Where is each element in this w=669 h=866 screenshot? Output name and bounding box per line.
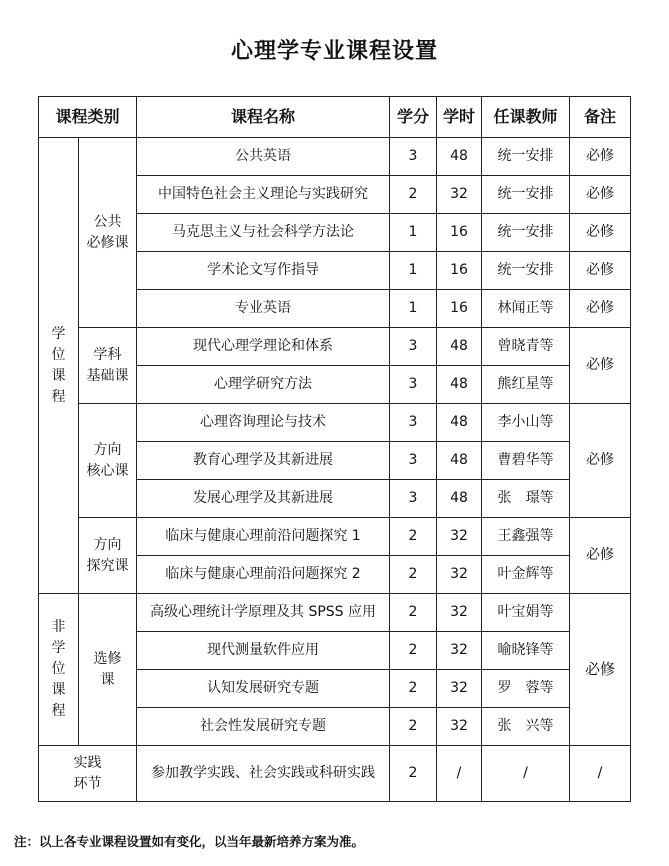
course-teacher: 统一安排 — [482, 214, 570, 252]
course-credit: 2 — [390, 518, 437, 556]
course-hours: / — [437, 746, 482, 802]
table-row — [39, 404, 631, 442]
subgroup-core: 方向 核心课 — [79, 404, 137, 518]
course-teacher: 统一安排 — [482, 252, 570, 290]
table-row — [39, 518, 631, 556]
course-teacher: 熊红星等 — [482, 366, 570, 404]
course-credit: 1 — [390, 252, 437, 290]
course-remark: 必修 — [570, 328, 631, 404]
course-hours: 32 — [437, 708, 482, 746]
header-remark: 备注 — [570, 97, 631, 138]
course-hours: 16 — [437, 214, 482, 252]
course-teacher: 张 兴等 — [482, 708, 570, 746]
table-row — [39, 138, 631, 176]
header-credit: 学分 — [390, 97, 437, 138]
course-name: 发展心理学及其新进展 — [137, 480, 390, 518]
course-name: 中国特色社会主义理论与实践研究 — [137, 176, 390, 214]
course-name: 临床与健康心理前沿问题探究 1 — [137, 518, 390, 556]
course-hours: 48 — [437, 138, 482, 176]
course-credit: 2 — [390, 556, 437, 594]
course-credit: 3 — [390, 404, 437, 442]
course-hours: 32 — [437, 556, 482, 594]
course-table — [38, 96, 631, 802]
course-teacher: 曾晓青等 — [482, 328, 570, 366]
course-hours: 32 — [437, 632, 482, 670]
course-hours: 48 — [437, 366, 482, 404]
course-teacher: 喻晓锋等 — [482, 632, 570, 670]
course-hours: 32 — [437, 594, 482, 632]
course-name: 马克思主义与社会科学方法论 — [137, 214, 390, 252]
course-teacher: 林闻正等 — [482, 290, 570, 328]
header-hours: 学时 — [437, 97, 482, 138]
header-course-name: 课程名称 — [137, 97, 390, 138]
course-hours: 48 — [437, 442, 482, 480]
footnote: 注：以上各专业课程设置如有变化，以当年最新培养方案为准。 — [14, 834, 365, 849]
course-credit: 3 — [390, 328, 437, 366]
course-teacher: 曹碧华等 — [482, 442, 570, 480]
course-hours: 32 — [437, 176, 482, 214]
course-hours: 16 — [437, 290, 482, 328]
group-degree-courses: 学 位 课 程 — [39, 138, 79, 594]
table-row — [39, 746, 631, 802]
course-teacher: 张 璟等 — [482, 480, 570, 518]
subgroup-elective: 选修 课 — [79, 594, 137, 746]
course-name: 教育心理学及其新进展 — [137, 442, 390, 480]
table-row — [39, 594, 631, 632]
course-hours: 48 — [437, 328, 482, 366]
group-nondegree-courses: 非 学 位 课 程 — [39, 594, 79, 746]
course-name: 临床与健康心理前沿问题探究 2 — [137, 556, 390, 594]
subgroup-explore: 方向 探究课 — [79, 518, 137, 594]
subgroup-public-required: 公共 必修课 — [79, 138, 137, 328]
course-credit: 3 — [390, 138, 437, 176]
course-remark: 必修 — [570, 594, 631, 746]
course-name: 专业英语 — [137, 290, 390, 328]
table-row — [39, 328, 631, 366]
table-header-row — [39, 97, 631, 138]
course-name: 心理咨询理论与技术 — [137, 404, 390, 442]
course-teacher: 统一安排 — [482, 176, 570, 214]
group-practice: 实践 环节 — [39, 746, 137, 802]
course-credit: 1 — [390, 290, 437, 328]
course-remark: 必修 — [570, 518, 631, 594]
course-remark: 必修 — [570, 214, 631, 252]
course-teacher: 叶金辉等 — [482, 556, 570, 594]
course-credit: 2 — [390, 746, 437, 802]
course-name: 心理学研究方法 — [137, 366, 390, 404]
course-teacher: 罗 蓉等 — [482, 670, 570, 708]
course-teacher: / — [482, 746, 570, 802]
course-teacher: 李小山等 — [482, 404, 570, 442]
course-credit: 2 — [390, 708, 437, 746]
course-remark: 必修 — [570, 252, 631, 290]
course-remark: / — [570, 746, 631, 802]
course-name: 认知发展研究专题 — [137, 670, 390, 708]
course-teacher: 统一安排 — [482, 138, 570, 176]
course-credit: 3 — [390, 480, 437, 518]
course-remark: 必修 — [570, 290, 631, 328]
course-credit: 2 — [390, 670, 437, 708]
course-name: 公共英语 — [137, 138, 390, 176]
course-hours: 48 — [437, 480, 482, 518]
course-teacher: 叶宝娟等 — [482, 594, 570, 632]
course-credit: 1 — [390, 214, 437, 252]
course-teacher: 王鑫强等 — [482, 518, 570, 556]
course-name: 现代心理学理论和体系 — [137, 328, 390, 366]
subgroup-foundation: 学科 基础课 — [79, 328, 137, 404]
course-name: 社会性发展研究专题 — [137, 708, 390, 746]
course-hours: 32 — [437, 518, 482, 556]
course-hours: 16 — [437, 252, 482, 290]
course-name: 参加教学实践、社会实践或科研实践 — [137, 746, 390, 802]
course-name: 现代测量软件应用 — [137, 632, 390, 670]
course-credit: 2 — [390, 594, 437, 632]
course-credit: 3 — [390, 442, 437, 480]
course-credit: 2 — [390, 176, 437, 214]
course-hours: 32 — [437, 670, 482, 708]
header-category: 课程类别 — [39, 97, 137, 138]
course-remark: 必修 — [570, 138, 631, 176]
course-credit: 2 — [390, 632, 437, 670]
course-remark: 必修 — [570, 404, 631, 518]
course-remark: 必修 — [570, 176, 631, 214]
page-title: 心理学专业课程设置 — [230, 39, 438, 64]
course-credit: 3 — [390, 366, 437, 404]
course-name: 高级心理统计学原理及其 SPSS 应用 — [137, 594, 390, 632]
header-teacher: 任课教师 — [482, 97, 570, 138]
course-hours: 48 — [437, 404, 482, 442]
course-name: 学术论文写作指导 — [137, 252, 390, 290]
